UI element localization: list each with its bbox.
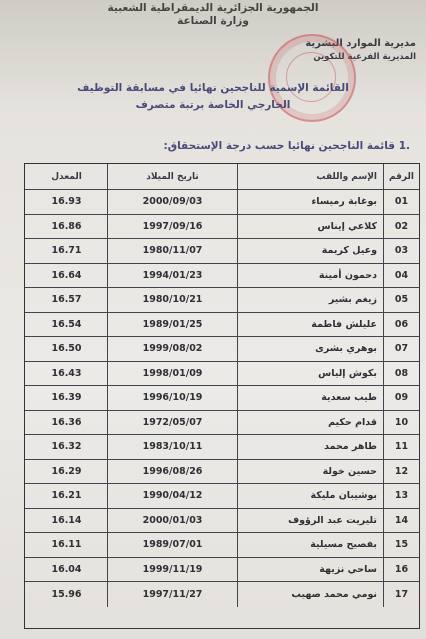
cell-birthdate: 1998/01/09 — [107, 362, 237, 386]
cell-number: 05 — [383, 288, 419, 312]
cell-average: 16.14 — [51, 514, 82, 526]
cell-birthdate: 1999/08/02 — [107, 337, 237, 361]
cell-number: 04 — [383, 264, 419, 288]
cell-birthdate: 1980/11/07 — [107, 239, 237, 263]
cell-birthdate: 1990/04/12 — [107, 484, 237, 508]
cell-average: 16.29 — [51, 465, 82, 477]
cell-number: 09 — [383, 386, 419, 410]
cell-number: 11 — [383, 435, 419, 459]
cell-name: طيب سعدية — [237, 386, 383, 410]
cell-name: بكوش إلياس — [237, 362, 383, 386]
cell-name: عليلش فاطمة — [237, 313, 383, 337]
cell-birthdate: 1994/01/23 — [107, 264, 237, 288]
table-row — [25, 239, 419, 264]
cell-number: 03 — [383, 239, 419, 263]
cell-average: 16.57 — [51, 294, 82, 306]
cell-name: ساحي نزيهة — [237, 558, 383, 582]
cell-name: زيغم بشير — [237, 288, 383, 312]
table-row — [25, 190, 419, 215]
cell-name: دحمون أمينة — [237, 264, 383, 288]
document-title — [0, 82, 426, 111]
cell-birthdate: 1989/07/01 — [107, 533, 237, 557]
cell-name: طاهر محمد — [237, 435, 383, 459]
cell-birthdate: 2000/09/03 — [107, 190, 237, 214]
cell-average: 16.04 — [51, 563, 82, 575]
cell-average: 16.54 — [51, 318, 82, 330]
cell-name: بفصيح مسيلية — [237, 533, 383, 557]
cell-average: 16.11 — [51, 539, 82, 551]
cell-name: تليريت عبد الرؤوف — [237, 509, 383, 533]
directorate-line-1: مديرية الموارد البشرية — [305, 38, 416, 49]
cell-average: 16.93 — [51, 196, 82, 208]
cell-average: 16.36 — [51, 416, 82, 428]
header-average: المعدل — [51, 171, 82, 182]
cell-average: 16.64 — [51, 269, 82, 281]
cell-birthdate: 1972/05/07 — [107, 411, 237, 435]
table-row — [25, 313, 419, 338]
cell-average: 16.50 — [51, 343, 82, 355]
cell-average: 16.71 — [51, 245, 82, 257]
cell-birthdate: 1999/11/19 — [107, 558, 237, 582]
cell-number: 14 — [383, 509, 419, 533]
cell-birthdate: 1996/08/26 — [107, 460, 237, 484]
header-name: الإسم واللقب — [237, 164, 383, 189]
table-row — [25, 435, 419, 460]
title-line-2: الخارجي الخاصة برتبة متصرف — [135, 99, 291, 111]
table-row — [25, 386, 419, 411]
cell-average: 16.21 — [51, 490, 82, 502]
title-line-1: القائمة الإسمية للناجحين نهائيا في مسابقة التوظيف — [77, 82, 349, 94]
cell-number: 07 — [383, 337, 419, 361]
header-number: الرقم — [383, 164, 419, 189]
cell-number: 10 — [383, 411, 419, 435]
cell-number: 16 — [383, 558, 419, 582]
cell-number: 01 — [383, 190, 419, 214]
cell-name: بوهري بشرى — [237, 337, 383, 361]
cell-birthdate: 1989/01/25 — [107, 313, 237, 337]
table-row — [25, 509, 419, 534]
cell-average: 16.43 — [51, 367, 82, 379]
cell-name: حسين خولة — [237, 460, 383, 484]
table-row — [25, 411, 419, 436]
cell-number: 13 — [383, 484, 419, 508]
cell-name: قدام حكيم — [237, 411, 383, 435]
section-heading — [164, 140, 414, 152]
cell-name: بوغابة رميساء — [237, 190, 383, 214]
cell-number: 12 — [383, 460, 419, 484]
directorate-line-2: المديرية الفرعية للتكوين — [313, 52, 416, 62]
section-label: قائمة الناجحين نهائيا حسب درجة الإستحقاق: — [163, 140, 396, 152]
document-header — [0, 2, 426, 27]
cell-number: 02 — [383, 215, 419, 239]
cell-birthdate: 1980/10/21 — [107, 288, 237, 312]
cell-birthdate: 2000/01/03 — [107, 509, 237, 533]
results-table — [24, 163, 420, 629]
header-birthdate: تاريخ الميلاد — [107, 164, 237, 189]
table-row — [25, 288, 419, 313]
table-row — [25, 215, 419, 240]
cell-number: 08 — [383, 362, 419, 386]
cell-average: 16.86 — [51, 220, 82, 232]
cell-number: 06 — [383, 313, 419, 337]
table-header-row — [25, 164, 419, 190]
table-row — [25, 558, 419, 583]
table-row — [25, 484, 419, 509]
table-row — [25, 533, 419, 558]
cell-name: وعيل كريمة — [237, 239, 383, 263]
ministry-name: وزارة الصناعة — [177, 15, 249, 27]
cell-name: نومي محمد صهيب — [237, 582, 383, 607]
table-row — [25, 362, 419, 387]
cell-birthdate: 1997/09/16 — [107, 215, 237, 239]
cell-name: كلاعي إيناس — [237, 215, 383, 239]
cell-average: 16.32 — [51, 441, 82, 453]
cell-number: 17 — [383, 582, 419, 607]
cell-birthdate: 1997/11/27 — [107, 582, 237, 607]
cell-number: 15 — [383, 533, 419, 557]
table-row — [25, 264, 419, 289]
table-row — [25, 582, 419, 607]
cell-average: 16.39 — [51, 392, 82, 404]
section-number: .1 — [398, 140, 410, 152]
cell-birthdate: 1996/10/19 — [107, 386, 237, 410]
table-row — [25, 337, 419, 362]
cell-birthdate: 1983/10/11 — [107, 435, 237, 459]
republic-name: الجمهورية الجزائرية الديمقراطية الشعبية — [107, 2, 319, 14]
cell-average: 15.96 — [51, 588, 82, 600]
cell-name: بوشيبان مليكة — [237, 484, 383, 508]
table-row — [25, 460, 419, 485]
